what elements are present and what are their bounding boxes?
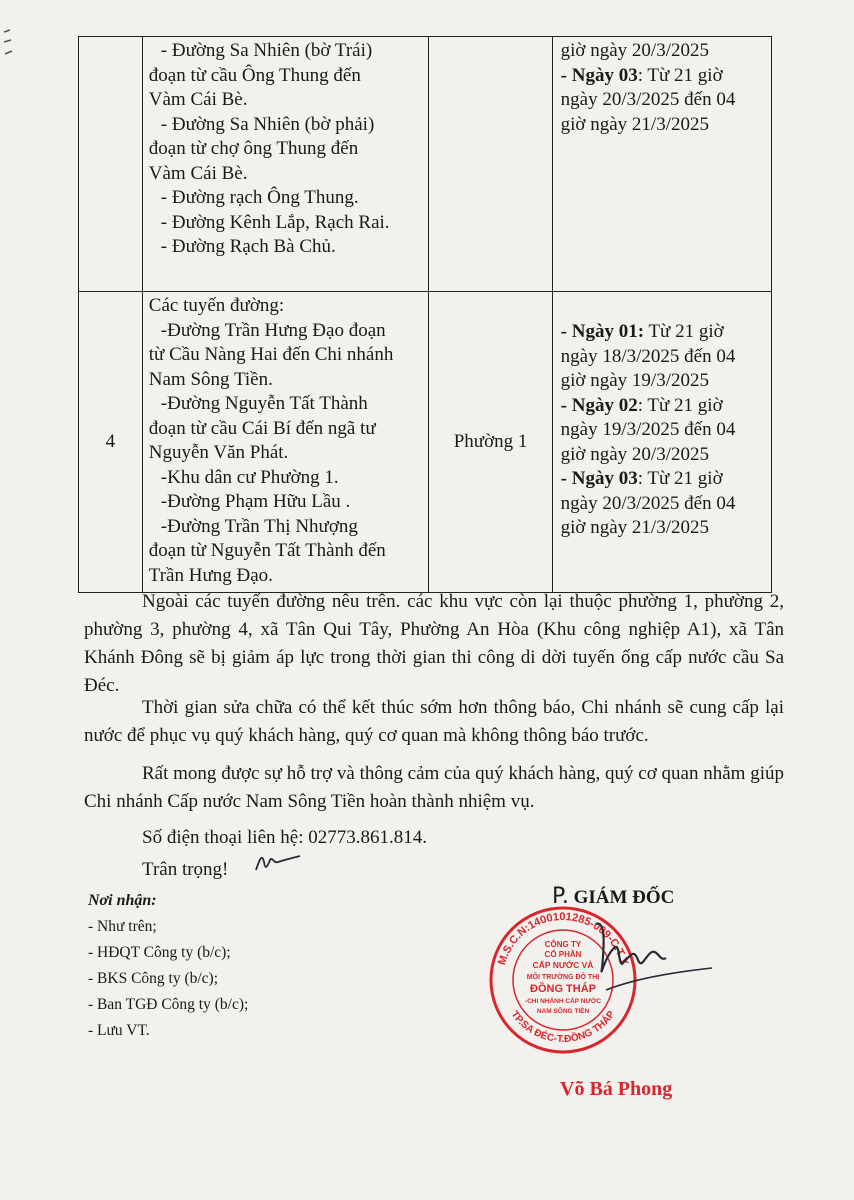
table-row [79, 37, 772, 292]
signature-prefix: P. [552, 884, 569, 909]
day-label: - Ngày 01: [560, 321, 645, 342]
closing-regards: Trân trọng! [142, 859, 229, 880]
svg-text:M.S.C.N:1400101285-009-C.T.Y: M.S.C.N:1400101285-009-C.T.Y [496, 910, 630, 967]
time-line: ngày 20/3/2025 đến 04 [560, 89, 736, 110]
time-block [561, 320, 765, 541]
route-line: từ Cầu Nàng Hai đến Chi nhánh [148, 344, 394, 365]
route-line: Vàm Cái Bè. [148, 89, 248, 110]
contact-phone: Số điện thoại liên hệ: 02773.861.814. [142, 827, 427, 848]
time-cell [552, 292, 771, 593]
route-line: - Đường Sa Nhiên (bờ phải) [160, 113, 375, 135]
route-line: - Đường Sa Nhiên (bờ Trái) [160, 40, 373, 61]
route-line: -Khu dân cư Phường 1. [160, 466, 339, 488]
svg-text:CẤP NƯỚC VÀ: CẤP NƯỚC VÀ [532, 960, 594, 970]
recipient-item: - Lưu VT. [88, 1022, 150, 1039]
time-line: ngày 20/3/2025 đến 04 [560, 492, 736, 514]
ward-cell: Phường 1 [429, 292, 552, 593]
paragraph-early-completion: Thời gian sửa chữa có thể kết thúc sớm hơn thông báo, Chi nhánh sẽ cung cấp lại nước để phục vụ quý khách hàng, quý cơ quan mà không thông báo trước. [84, 697, 784, 746]
time-line: giờ ngày 21/3/2025 [560, 113, 709, 135]
route-cell [142, 37, 429, 292]
route-line: -Đường Trần Thị Nhượng [160, 515, 358, 537]
svg-text:NAM SÔNG TIỀN: NAM SÔNG TIỀN [536, 1008, 590, 1015]
signature-role: GIÁM ĐỐC [573, 887, 675, 908]
route-line: Nam Sông Tiền. [148, 368, 273, 390]
route-line: đoạn từ cầu Ông Thung đến [148, 64, 361, 86]
route-cell [142, 292, 429, 593]
route-line: -Đường Trần Hưng Đạo đoạn [160, 319, 386, 341]
time-line: giờ ngày 19/3/2025 [560, 370, 709, 391]
time-line [561, 320, 765, 345]
handwritten-signature [586, 918, 716, 996]
time-line: giờ ngày 21/3/2025 [560, 517, 709, 538]
recipient-item: - BKS Công ty (b/c); [88, 970, 219, 987]
route-line: - Đường rạch Ông Thung. [160, 187, 359, 208]
signer-name: Võ Bá Phong [560, 1078, 673, 1100]
handwritten-initial [252, 848, 302, 878]
svg-text:TP.SA ĐÉC-T.ĐỒNG THÁP: TP.SA ĐÉC-T.ĐỒNG THÁP [508, 1009, 618, 1046]
route-line: - Đường Rạch Bà Chủ. [160, 236, 336, 257]
day-label: - Ngày 03 [560, 468, 638, 489]
day-label: - Ngày 02 [560, 394, 638, 416]
time-text: : Từ 21 giờ [637, 394, 723, 416]
time-line: giờ ngày 20/3/2025 [560, 40, 709, 61]
route-line: -Đường Phạm Hữu Lầu . [160, 491, 351, 512]
svg-text:CÔNG TY: CÔNG TY [544, 940, 582, 949]
svg-text:-CHI NHÁNH CẤP NƯỚC: -CHI NHÁNH CẤP NƯỚC [524, 998, 602, 1005]
ward-cell [429, 37, 552, 292]
time-line: ngày 19/3/2025 đến 04 [560, 419, 736, 440]
time-line [561, 64, 765, 89]
route-line: Nguyễn Văn Phát. [148, 442, 289, 463]
table-row [79, 292, 772, 593]
route-line: đoạn từ chợ ông Thung đến [148, 138, 359, 159]
time-cell [552, 37, 771, 292]
route-line: Vàm Cái Bè. [148, 162, 248, 184]
punch-hole-mark [2, 28, 16, 58]
svg-text:MÔI TRƯỜNG ĐÔ THỊ: MÔI TRƯỜNG ĐÔ THỊ [526, 974, 600, 981]
time-text: : Từ 21 giờ [637, 64, 723, 86]
route-line: Trần Hưng Đạo. [148, 564, 273, 586]
row-number-cell [79, 37, 143, 292]
time-line [561, 394, 765, 419]
day-label: - Ngày 03 [560, 64, 638, 86]
svg-text:CỔ PHẦN: CỔ PHẦN [544, 950, 582, 959]
recipient-item: - Ban TGĐ Công ty (b/c); [88, 996, 249, 1013]
recipient-item: - HĐQT Công ty (b/c); [88, 944, 231, 961]
paragraph-affected-areas: Ngoài các tuyến đường nêu trên. các khu vực còn lại thuộc phường 1, phường 2, phường 3, phường 4, xã Tân Qui Tây, Phường An Hòa (Khu công nghiệp A1), xã Tân Khánh Đông sẽ bị giảm áp lực trong thời gian thi công di dời tuyến ống cấp nước cầu Sa Đéc. [84, 591, 784, 696]
time-text: Từ 21 giờ [644, 321, 724, 342]
svg-text:ĐỒNG THÁP: ĐỒNG THÁP [530, 983, 596, 995]
paragraph-appreciation: Rất mong được sự hỗ trợ và thông cảm của quý khách hàng, quý cơ quan nhằm giúp Chi nhánh Cấp nước Nam Sông Tiền hoàn thành nhiệm vụ. [84, 763, 784, 812]
schedule-table [78, 36, 772, 593]
time-text: : Từ 21 giờ [637, 468, 723, 489]
time-line: ngày 18/3/2025 đến 04 [560, 345, 736, 367]
route-line: Các tuyến đường: [148, 295, 285, 316]
route-line: -Đường Nguyễn Tất Thành [160, 393, 368, 414]
route-line: - Đường Kênh Lắp, Rạch Rai. [160, 211, 390, 233]
time-line [561, 467, 765, 492]
route-line: đoạn từ Nguyễn Tất Thành đến [148, 540, 386, 561]
route-line: đoạn từ cầu Cái Bí đến ngã tư [148, 417, 376, 439]
recipient-item: - Như trên; [88, 918, 157, 935]
recipients-title: Nơi nhận: [88, 892, 157, 909]
row-number-cell: 4 [79, 292, 143, 593]
recipients-block [88, 888, 248, 1044]
time-line: giờ ngày 20/3/2025 [560, 443, 709, 465]
